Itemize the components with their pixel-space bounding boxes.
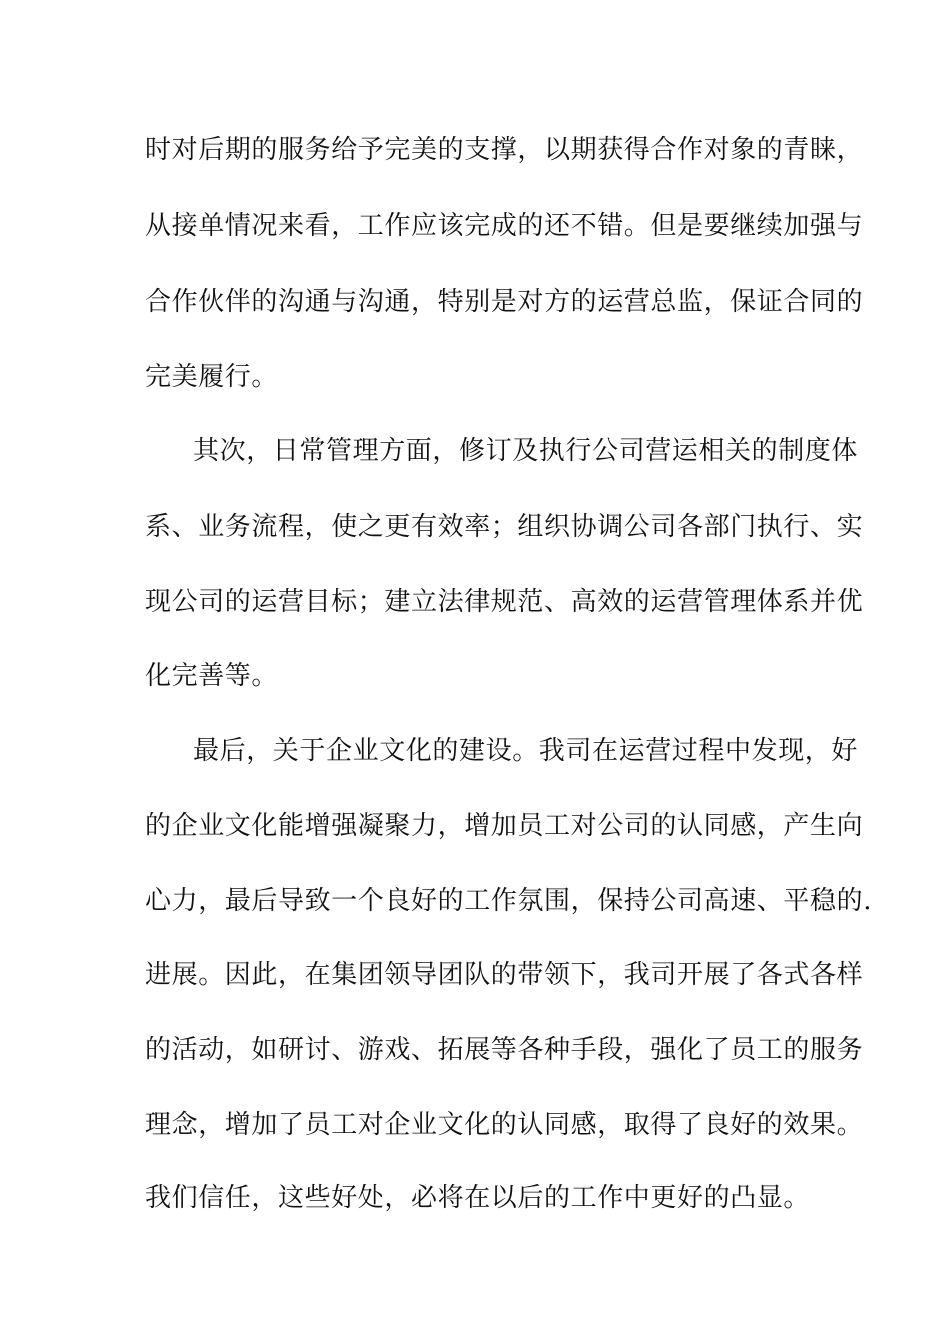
text-line: 理念，增加了员工对企业文化的认同感，取得了良好的效果。 — [145, 1110, 864, 1140]
text-line: 的企业文化能增强凝聚力，增加员工对公司的认同感，产生向 — [145, 811, 864, 841]
paragraph-first-line: 其次，日常管理方面，修订及执行公司营运相关的制度体 — [193, 436, 859, 466]
text-line: 现公司的运营目标；建立法律规范、高效的运营管理体系并优 — [145, 587, 864, 617]
text-line: 时对后期的服务给予完美的支撑，以期获得合作对象的青睐， — [145, 135, 864, 165]
text-line: 合作伙伴的沟通与沟通，特别是对方的运营总监，保证合同的 — [145, 287, 864, 317]
text-line: 进展。因此，在集团领导团队的带领下，我司开展了各式各样 — [145, 960, 864, 990]
text-line: 系、业务流程，使之更有效率；组织协调公司各部门执行、实 — [145, 512, 864, 542]
text-line: 完美履行。 — [145, 362, 279, 392]
text-line: 我们信任，这些好处，必将在以后的工作中更好的凸显。 — [145, 1183, 811, 1213]
text-line: 的活动，如研讨、游戏、拓展等各种手段，强化了员工的服务 — [145, 1035, 864, 1065]
text-line: 心力，最后导致一个良好的工作氛围，保持公司高速、平稳的. — [145, 886, 873, 916]
text-line: 化完善等。 — [145, 661, 279, 691]
text-line: 从接单情况来看，工作应该完成的还不错。但是要继续加强与 — [145, 211, 864, 241]
paragraph-first-line: 最后，关于企业文化的建设。我司在运营过程中发现，好 — [193, 736, 859, 766]
